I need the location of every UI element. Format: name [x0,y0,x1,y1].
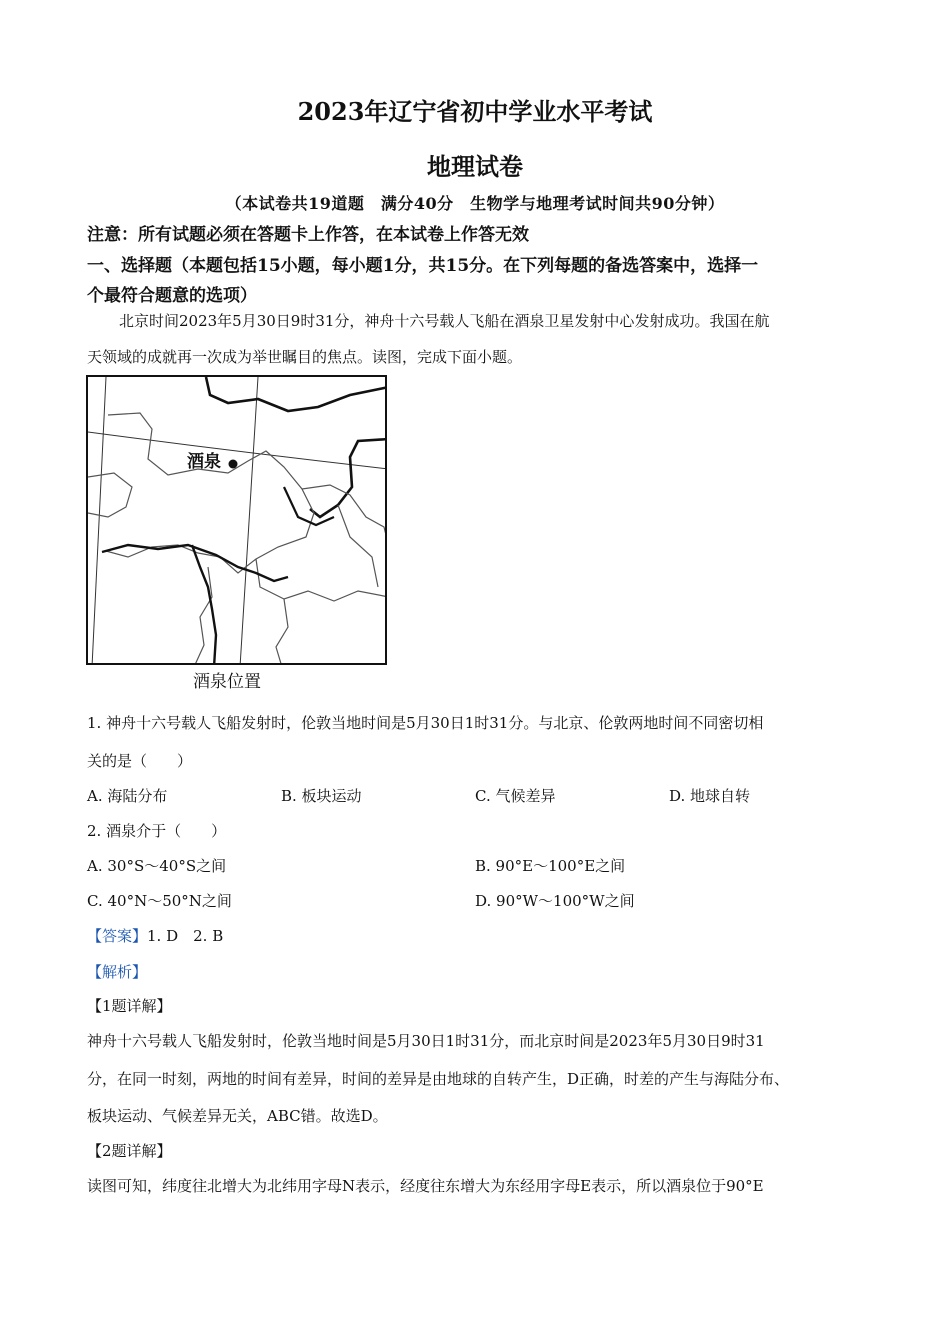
q1-option-c: C. 气候差异 [475,787,556,805]
q2-option-c: C. 40°N～50°N之间 [87,892,232,910]
answer-text: 1. D 2. B [147,927,224,945]
province-boundary-f [276,599,288,665]
latitude-line [88,432,387,469]
longitude-line-left [92,377,106,665]
intro-line-1: 北京时间2023年5月30日9时31分，神舟十六号载人飞船在酒泉卫星发射中心发射成功。我国在航 [119,312,770,330]
province-boundary-a [106,413,314,573]
q1-detail-tag: 【1题详解】 [87,997,172,1015]
exam-info: （本试卷共19道题 满分40分 生物学与地理考试时间共90分钟） [225,194,725,213]
jiuquan-dot [229,460,238,469]
q2-detail-tag: 【2题详解】 [87,1142,172,1160]
map-caption: 酒泉位置 [193,672,261,692]
q2-option-a: A. 30°S～40°S之间 [87,857,227,875]
exam-title: 2023年辽宁省初中学业水平考试 [297,97,653,126]
q2-detail-line-1: 读图可知，纬度往北增大为北纬用字母N表示，经度往东增大为东经用字母E表示，所以酒泉位于90°E [87,1177,764,1195]
q1-detail-line-2: 分，在同一时刻，两地的时间有差异，时间的差异是由地球的自转产生，D正确，时差的产生与海陆分布、 [87,1070,790,1088]
q1-option-d: D. 地球自转 [669,787,751,805]
q1-detail-line-1: 神舟十六号载人飞船发射时，伦敦当地时间是5月30日1时31分，而北京时间是2023年5月30日9时31 [87,1032,765,1050]
q2-stem: 2. 酒泉介于（ ） [87,822,227,840]
longitude-line-right [240,377,258,665]
exam-subject: 地理试卷 [427,152,523,181]
province-boundary-g [338,505,378,587]
province-boundary-b [88,473,132,517]
q1-option-b: B. 板块运动 [281,787,362,805]
q1-detail-line-3: 板块运动、气候差异无关，ABC错。故选D。 [87,1107,388,1125]
province-boundary-c [302,485,387,547]
q2-option-b: B. 90°E～100°E之间 [475,857,626,875]
analysis-tag: 【解析】 [87,963,148,981]
q1-option-a: A. 海陆分布 [87,787,168,805]
answer-line [87,925,223,946]
map-city-label: 酒泉 [187,452,221,472]
q2-option-d: D. 90°W～100°W之间 [475,892,635,910]
notice: 注意：所有试题必须在答题卡上作答，在本试卷上作答无效 [87,225,529,245]
jiuquan-map [86,375,387,665]
q1-stem-line-2: 关的是（ ） [87,752,193,770]
intro-line-2: 天领域的成就再一次成为举世瞩目的焦点。读图，完成下面小题。 [87,348,523,366]
map-drawing [88,377,387,665]
q1-stem-line-1: 1. 神舟十六号载人飞船发射时，伦敦当地时间是5月30日1时31分。与北京、伦敦两地时间不同密切相 [87,714,764,732]
answer-tag: 【答案】 [87,927,148,945]
section-heading-line-1: 一、选择题（本题包括15小题，每小题1分，共15分。在下列每题的备选答案中，选择一 [87,256,759,276]
national-border [206,377,387,411]
section-heading-line-2: 个最符合题意的选项） [87,286,257,306]
border-segment [310,439,387,517]
river-upper [284,487,334,525]
river-branch [192,545,216,665]
province-boundary-e [194,567,212,665]
